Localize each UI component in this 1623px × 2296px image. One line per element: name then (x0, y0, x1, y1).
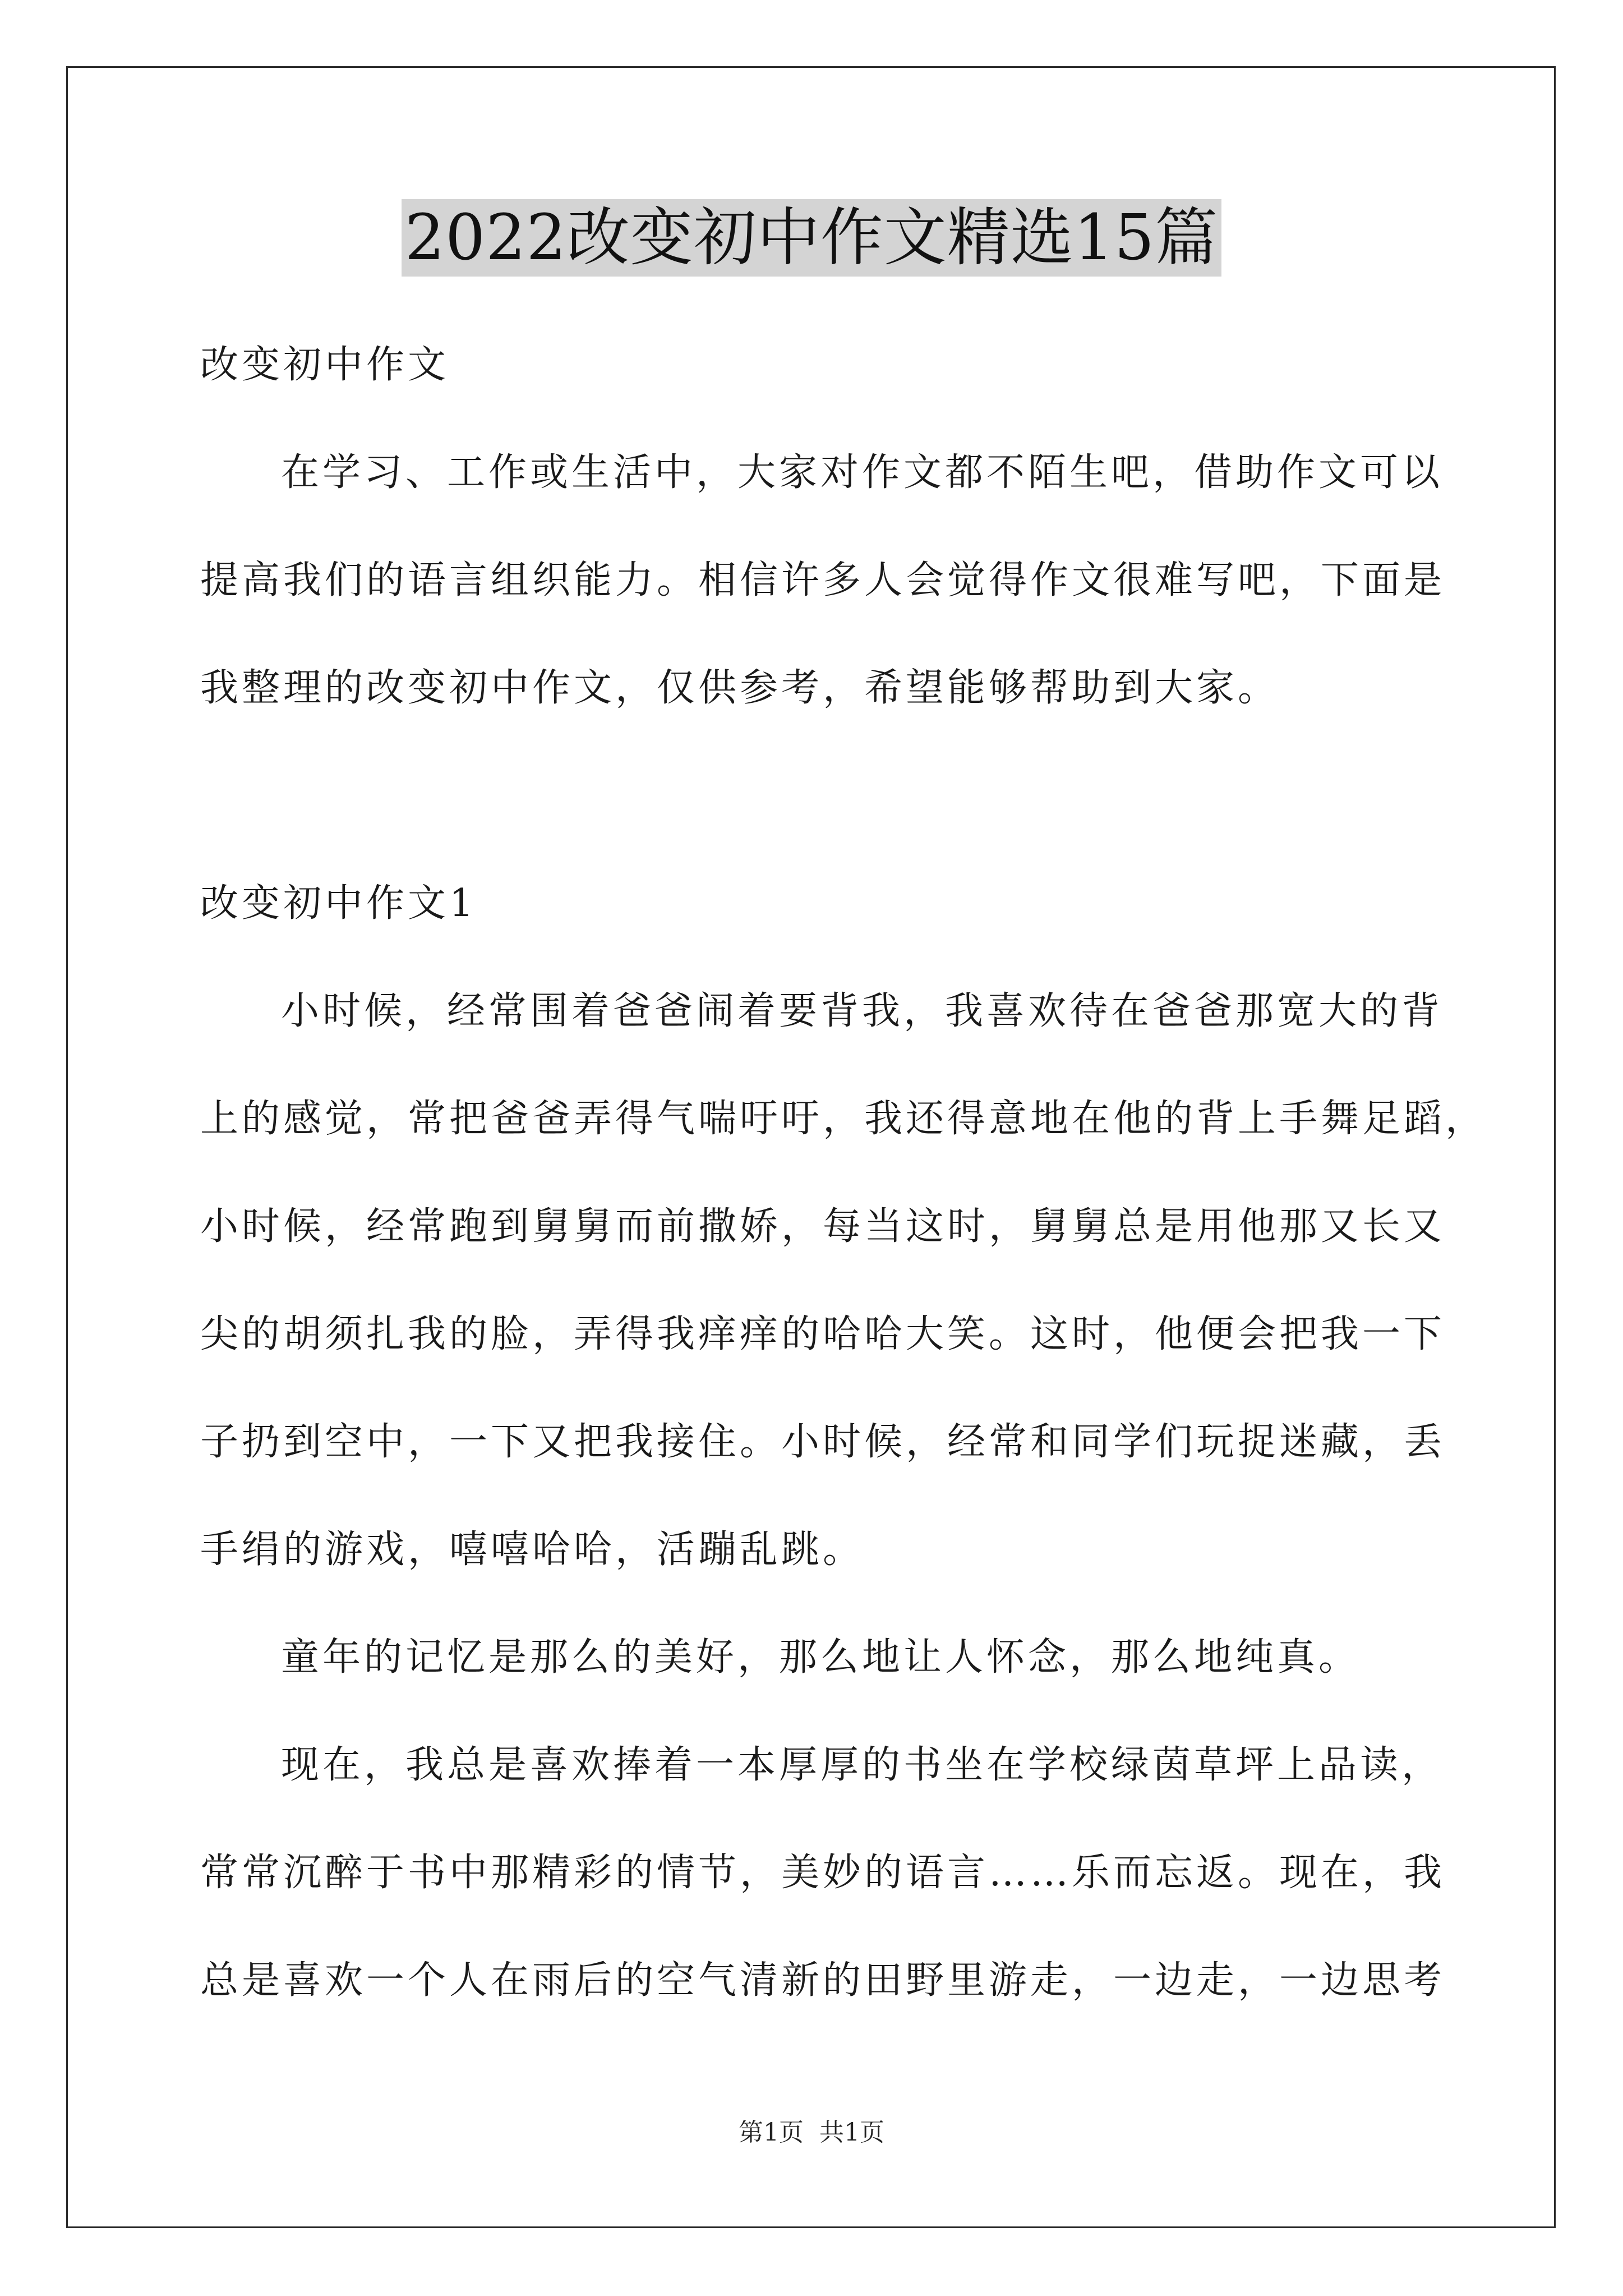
blank-line (200, 742, 1434, 850)
line-text: 提高我们的语言组织能力。相信许多人会觉得作文很难写吧，下面是 (200, 558, 1446, 602)
line-text: 总是喜欢一个人在雨后的空气清新的田野里游走，一边走，一边思考 (200, 1958, 1446, 2003)
line-text: 小时候，经常跑到舅舅而前撒娇，每当这时，舅舅总是用他那又长又 (200, 1204, 1446, 1249)
text-line (200, 527, 1446, 634)
line-text: 手绢的游戏，嘻嘻哈哈，活蹦乱跳。 (200, 1527, 865, 1572)
text-line (200, 1065, 1487, 1173)
text-line (200, 958, 1444, 1065)
line-text: 童年的记忆是那么的美好，那么地让人怀念，那么地纯真。 (281, 1635, 1361, 1680)
text-line (200, 1388, 1446, 1496)
page-number-total: 共1页 (819, 2118, 884, 2147)
title-area (0, 199, 1623, 277)
text-line (200, 1711, 1444, 1819)
line-text: 改变初中作文 (200, 343, 450, 387)
text-line (200, 1281, 1446, 1388)
document-title: 2022改变初中作文精选15篇 (402, 199, 1222, 277)
line-text: 常常沉醉于书中那精彩的情节，美妙的语言……乐而忘返。现在，我 (200, 1851, 1446, 1895)
page-number-current: 第1页 (739, 2118, 804, 2147)
text-line (200, 419, 1444, 527)
section-heading (200, 850, 1434, 958)
text-line (200, 1496, 1434, 1604)
line-text: 在学习、工作或生活中，大家对作文都不陌生吧，借助作文可以 (281, 450, 1444, 495)
text-line (200, 634, 1434, 742)
text-line (200, 311, 1434, 419)
page-footer (0, 2116, 1623, 2150)
line-text: 小时候，经常围着爸爸闹着要背我，我喜欢待在爸爸那宽大的背 (281, 989, 1444, 1033)
text-line (200, 1604, 1434, 1711)
line-text: 现在，我总是喜欢捧着一本厚厚的书坐在学校绿茵草坪上品读， (281, 1743, 1444, 1787)
text-line (200, 1927, 1446, 2035)
document-body (200, 311, 1487, 2035)
line-text: 上的感觉，常把爸爸弄得气喘吁吁，我还得意地在他的背上手舞足蹈， (200, 1097, 1487, 1141)
line-text: 子扔到空中，一下又把我接住。小时候，经常和同学们玩捉迷藏，丢 (200, 1420, 1446, 1464)
line-text: 我整理的改变初中作文，仅供参考，希望能够帮助到大家。 (200, 666, 1280, 710)
line-text: 尖的胡须扎我的脸，弄得我痒痒的哈哈大笑。这时，他便会把我一下 (200, 1312, 1446, 1356)
text-line (200, 1173, 1446, 1281)
line-text: 改变初中作文1 (200, 881, 477, 926)
text-line (200, 1819, 1446, 1927)
